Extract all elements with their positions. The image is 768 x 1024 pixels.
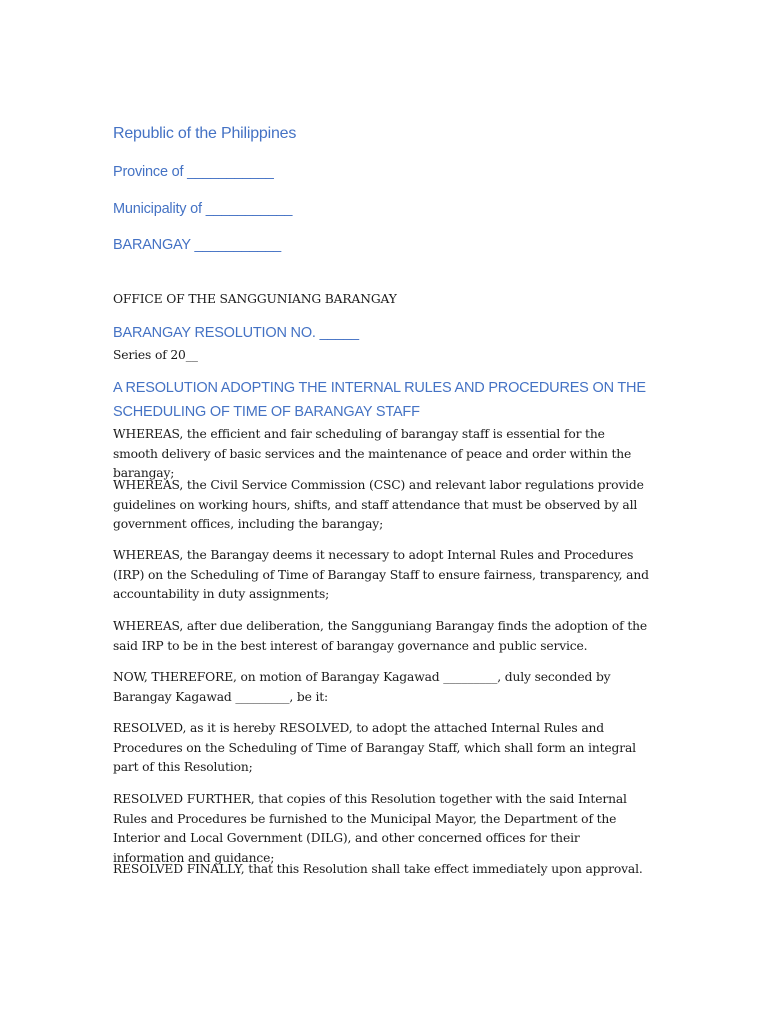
resolution-number-heading: BARANGAY RESOLUTION NO. _____ (113, 325, 359, 341)
province-heading: Province of ___________ (113, 164, 274, 180)
resolution-title: A RESOLUTION ADOPTING THE INTERNAL RULES AND PROCEDURES ON THE SCHEDULING OF TIME OF BARANGAY STAFF (113, 380, 646, 420)
resolved-finally-paragraph: RESOLVED FINALLY, that this Resolution shall take effect immediately upon approval. (113, 862, 643, 876)
resolved-further-paragraph: RESOLVED FURTHER, that copies of this Resolution together with the said Internal Rules and Procedures be furnished to the Municipal Mayor, the Department of the Interior and Local Government (DILG), and other concerned offices for their information and guidance; (113, 792, 627, 865)
series-line: Series of 20__ (113, 348, 198, 362)
resolved-paragraph: RESOLVED, as it is hereby RESOLVED, to adopt the attached Internal Rules and Procedures on the Scheduling of Time of Barangay Staff, which shall form an integral part of this Resolution; (113, 721, 636, 774)
republic-heading: Republic of the Philippines (113, 125, 297, 142)
motion-paragraph: NOW, THEREFORE, on motion of Barangay Kagawad _________, duly seconded by Barangay Kagawad _________, be it: (113, 670, 611, 704)
office-line: OFFICE OF THE SANGGUNIANG BARANGAY (113, 292, 397, 306)
whereas-paragraph-3: WHEREAS, the Barangay deems it necessary to adopt Internal Rules and Procedures (IRP) on the Scheduling of Time of Barangay Staff to ensure fairness, transparency, and accountability in duty assignments; (113, 548, 649, 601)
whereas-paragraph-4: WHEREAS, after due deliberation, the Sangguniang Barangay finds the adoption of the said IRP to be in the best interest of barangay governance and public service. (113, 619, 648, 653)
whereas-paragraph-2: WHEREAS, the Civil Service Commission (CSC) and relevant labor regulations provide guidelines on working hours, shifts, and staff attendance that must be observed by all government offices, including the barangay; (113, 478, 644, 531)
municipality-heading: Municipality of ___________ (113, 201, 293, 217)
whereas-paragraph-1: WHEREAS, the efficient and fair scheduling of barangay staff is essential for the smooth delivery of basic services and the maintenance of peace and order within the barangay; (113, 427, 632, 480)
barangay-heading: BARANGAY ___________ (113, 237, 281, 253)
document-page (113, 0, 653, 1024)
